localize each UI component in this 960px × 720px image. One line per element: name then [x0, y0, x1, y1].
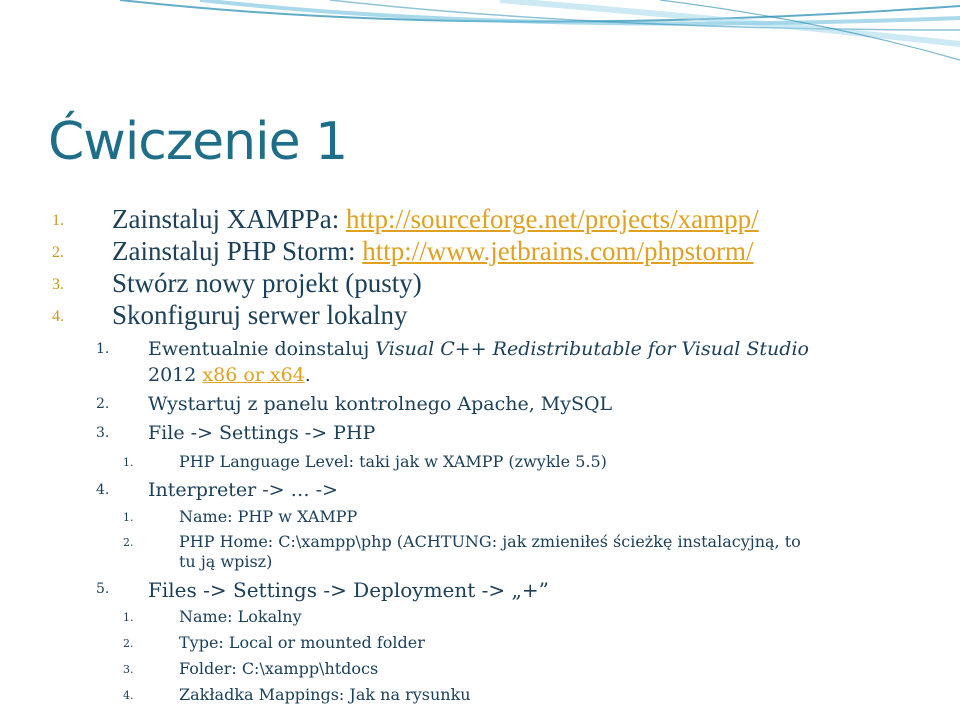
item-text: Skonfiguruj serwer lokalny — [112, 300, 408, 330]
sub-text: Interpreter -> … -> — [148, 479, 338, 501]
sub-text: Ewentualnie doinstaluj — [148, 338, 376, 360]
sub-text: File -> Settings -> PHP — [148, 422, 376, 444]
sub-sub-text: Name: Lokalny — [179, 607, 302, 626]
sub-number: 4. — [96, 482, 110, 498]
sub-sub-text: PHP Home: C:\xampp\php (ACHTUNG: jak zmieniłeś ścieżkę instalacyjną, to — [179, 532, 801, 551]
redist-link[interactable]: x86 or x64 — [202, 364, 305, 386]
sub-text: . — [304, 364, 311, 386]
sub-text: 2012 — [148, 364, 203, 386]
sub-text: Files -> Settings -> Deployment -> „+” — [148, 578, 549, 602]
sub-sub-number: 2. — [123, 536, 134, 549]
sub-sub-text: Folder: C:\xampp\htdocs — [179, 659, 379, 678]
sub-sub-text: Name: PHP w XAMPP — [179, 507, 358, 526]
item-number: 2. — [52, 244, 64, 261]
item-number: 1. — [52, 212, 64, 229]
sub-sub-text: PHP Language Level: taki jak w XAMPP (zwykle 5.5) — [179, 452, 607, 471]
sub-sub-text: Type: Local or mounted folder — [179, 633, 425, 652]
item-text: Stwórz nowy projekt (pusty) — [112, 268, 422, 298]
sub-sub-number: 4. — [123, 689, 134, 702]
sub-number: 1. — [96, 341, 110, 357]
sub-number: 2. — [96, 396, 110, 412]
header-decoration — [0, 0, 960, 80]
item-text: Zainstaluj PHP Storm: — [112, 236, 363, 266]
xampp-link[interactable]: http://sourceforge.net/projects/xampp/ — [346, 204, 759, 234]
slide-title: Ćwiczenie 1 — [48, 112, 348, 172]
sub-number: 3. — [96, 425, 110, 441]
sub-sub-text: tu ją wpisz) — [179, 552, 273, 571]
sub-text: Wystartuj z panelu kontrolnego Apache, MySQL — [148, 393, 613, 415]
sub-sub-number: 1. — [123, 456, 134, 469]
sub-number: 5. — [96, 581, 110, 597]
sub-sub-text: Zakładka Mappings: Jak na rysunku — [179, 685, 471, 704]
sub-sub-number: 2. — [123, 637, 134, 650]
sub-sub-number: 1. — [123, 611, 134, 624]
product-name: Visual C++ Redistributable for Visual Studio — [375, 338, 809, 360]
sub-sub-number: 1. — [123, 511, 134, 524]
sub-sub-number: 3. — [123, 663, 134, 676]
item-number: 3. — [52, 276, 64, 293]
item-number: 4. — [52, 308, 64, 325]
phpstorm-link[interactable]: http://www.jetbrains.com/phpstorm/ — [362, 236, 754, 266]
item-text: Zainstaluj XAMPPa: — [112, 204, 346, 234]
